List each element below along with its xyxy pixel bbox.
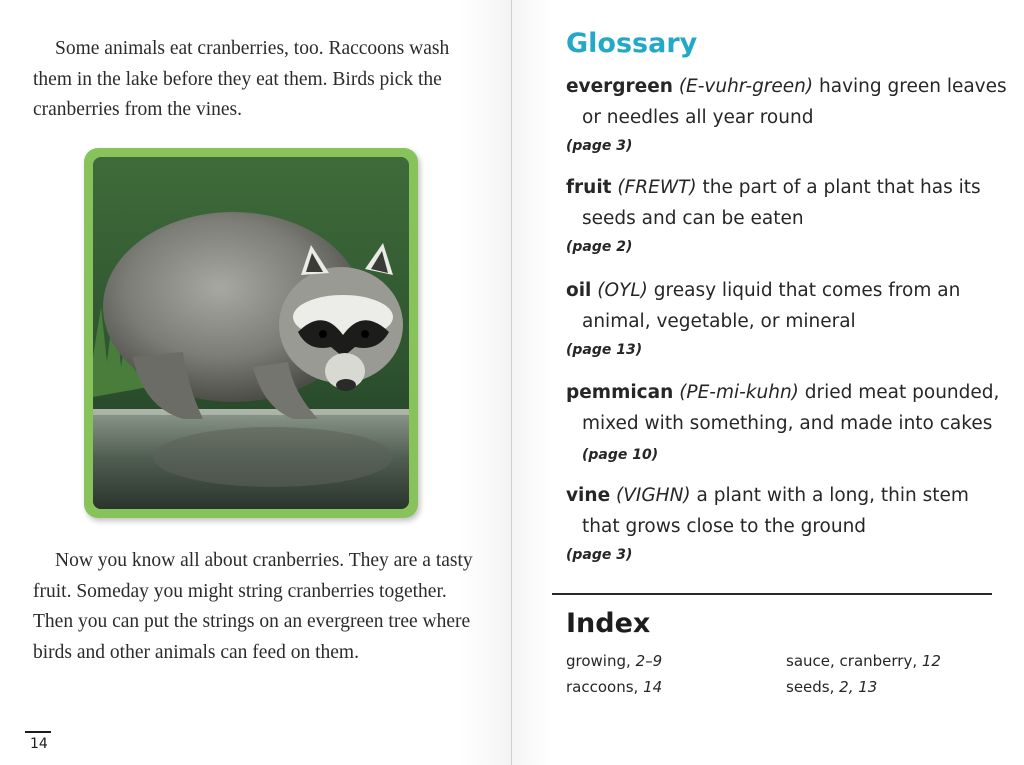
paragraph-raccoons: Some animals eat cranberries, too. Raccoons wash them in the lake before they eat them. Birds pick the cranberries from the vines.: [33, 38, 450, 120]
index-entry: growing, 2–9: [566, 652, 663, 670]
section-divider: [552, 593, 992, 595]
glossary-title: Glossary: [566, 28, 698, 59]
index-entry: sauce, cranberry, 12: [786, 652, 941, 670]
glossary-entry: oil (OYL) greasy liquid that comes from an animal, vegetable, or mineral (page 13): [566, 280, 961, 358]
index-title: Index: [566, 608, 651, 639]
page-number: 14: [25, 731, 51, 753]
glossary-entry: evergreen (E-vuhr-green) having green leaves or needles all year round (page 3): [566, 76, 1007, 154]
left-page: [0, 0, 511, 765]
glossary-entry: pemmican (PE-mi-kuhn) dried meat pounded, mixed with something, and made into cakes (page 10): [566, 382, 1000, 463]
raccoon-photo-frame: [84, 148, 418, 518]
index-entry: seeds, 2, 13: [786, 678, 878, 696]
paragraph-conclusion: Now you know all about cranberries. They are a tasty fruit. Someday you might string cranberries together. Then you can put the strings on an evergreen tree where birds and other animals can feed on them.: [33, 550, 473, 663]
glossary-entry: vine (VIGHN) a plant with a long, thin stem that grows close to the ground (page 3): [566, 485, 969, 563]
raccoon-photo: [93, 157, 409, 509]
glossary-entry: fruit (FREWT) the part of a plant that has its seeds and can be eaten (page 2): [566, 177, 981, 255]
index-entry: raccoons, 14: [566, 678, 663, 696]
